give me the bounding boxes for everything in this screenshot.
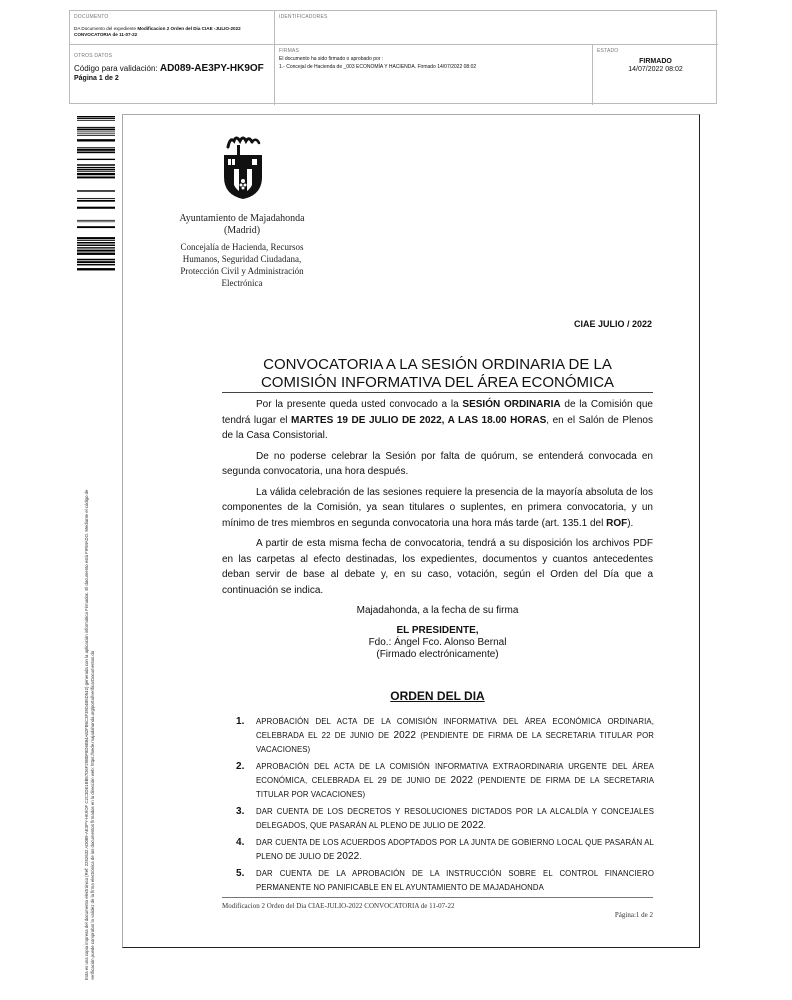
footer-divider	[222, 897, 653, 898]
paragraph-2: De no poderse celebrar la Sesión por falta de quórum, se entenderá convocada en segunda convocatoria, una hora después.	[222, 450, 653, 477]
body-text	[222, 397, 653, 661]
side-text-line-2: verificación puede comprobar la validez de la firma electrónica de los documentos firmados en la dirección web: https://sede.majadahonda.org/portal/verificarDocumentos.do	[90, 650, 95, 980]
firmas-line-1: El documento ha sido firmado o aprobado por :	[279, 56, 384, 62]
estado-date: 14/07/2022 08:02	[628, 66, 683, 73]
paragraph-1: Por la presente queda usted convocado a la SESIÓN ORDINARIA de la Comisión que tendrá lugar el MARTES 19 DE JULIO DE 2022, A LAS 18.00 HORAS, en el Salón de Plenos de la Casa Consistorial.	[222, 399, 653, 441]
documento-label: DOCUMENTO	[74, 14, 109, 20]
identificadores-label: IDENTIFICADORES	[279, 14, 328, 20]
documento-text: DA Documento del expediente Modificacion 2 Orden del Dia CIAE -JULIO-2022 CONVOCATORIA de 11-07-22	[74, 26, 241, 37]
paragraph-4: A partir de esta misma fecha de convocatoria, tendrá a su disposición los archivos PDF en las carpetas al efecto destinadas, los expedientes, documentos y cuantos antecedentes deban servir de base al debate y, en su caso, votación, según el Orden del Día que a continuación se indica.	[222, 538, 653, 596]
barcode-icon	[77, 116, 115, 274]
firmas-label: FIRMAS	[279, 48, 300, 54]
firmas-cell	[275, 45, 593, 105]
department-name: Concejalía de Hacienda, Recursos Humanos, Seguridad Ciudadana, Protección Civil y Administración Electrónica	[180, 242, 304, 288]
footer-document-name: Modificacion 2 Orden del Dia CIAE-JULIO-2022 CONVOCATORIA de 11-07-22	[222, 902, 455, 910]
list-item: 3. DAR CUENTA DE LOS DECRETOS Y RESOLUCIONES DICTADOS POR LA ALCALDÍA Y CONCEJALES DELEGADOS, QUE PASARÁN AL PLENO DE JULIO DE 2022.	[236, 806, 654, 831]
agenda-title: ORDEN DEL DIA	[390, 689, 485, 703]
list-item: 1. APROBACIÓN DEL ACTA DE LA COMISIÓN INFORMATIVA DEL ÁREA ECONÓMICA ORDINARIA, CELEBRADA EL 22 DE JUNIO DE 2022 (PENDIENTE DE FIRMA DE LA SECRETARIA TITULAR POR VACACIONES)	[236, 716, 654, 754]
organization-name: Ayuntamiento de Majadahonda (Madrid)	[179, 213, 305, 236]
list-item: 4. DAR CUENTA DE LOS ACUERDOS ADOPTADOS POR LA JUNTA DE GOBIERNO LOCAL QUE PASARÁN AL PLENO DE JULIO DE 2022.	[236, 837, 654, 862]
paragraph-3: La válida celebración de las sesiones requiere la presencia de la mayoría absoluta de los componentes de la Comisión, ya sean titulares o suplentes, en primera convocatoria, y un mínimo de tres miembros en segunda convocatoria una hora más tarde (art. 135.1 del ROF).	[222, 486, 653, 529]
identificadores-cell	[275, 11, 718, 45]
agenda-list	[236, 715, 654, 898]
document-reference: CIAE JULIO / 2022	[573, 319, 652, 329]
page-count: Página 1 de 2	[74, 75, 119, 82]
firmas-line-2: 1.- Concejal de Hacienda de _003 ECONOMÍA Y HACIENDA. Firmado 14/07/2022 08:02	[279, 64, 477, 70]
signature-date: Majadahonda, a la fecha de su firma	[356, 605, 519, 616]
otros-datos-label: OTROS DATOS	[74, 53, 113, 59]
documento-cell	[70, 11, 275, 45]
coat-of-arms-icon	[222, 133, 264, 201]
signature-block: EL PRESIDENTE, Fdo.: Ángel Fco. Alonso Bernal (Firmado electrónicamente)	[368, 624, 507, 660]
verification-side-text	[84, 490, 96, 980]
footer-page-number: Página:1 de 2	[614, 911, 653, 919]
estado-label: ESTADO	[597, 48, 619, 54]
validation-code: Código para validación: AD089-AE3PY-HK9OF	[74, 63, 264, 74]
estado-value: FIRMADO	[639, 58, 672, 65]
title-divider	[222, 392, 653, 393]
otros-datos-cell	[70, 45, 275, 105]
page-title: CONVOCATORIA A LA SESIÓN ORDINARIA DE LA COMISIÓN INFORMATIVA DEL ÁREA ECONÓMICA	[260, 356, 615, 391]
list-item: 2. APROBACIÓN DEL ACTA DE LA COMISIÓN INFORMATIVA EXTRAORDINARIA URGENTE DEL ÁREA ECONÓMICA, CELEBRADA EL 29 DE JUNIO DE 2022 (PENDIENTE DE FIRMA DE LA SECRETARIA TITULAR POR VACACIONES)	[236, 761, 654, 799]
estado-cell	[593, 45, 718, 105]
list-item: 5. DAR CUENTA DE LA APROBACIÓN DE LA INSTRUCCIÓN SOBRE EL CONTROL FINANCIERO PERMANENTE NO PANIFICABLE EN EL AYUNTAMIENTO DE MAJADAHONDA	[236, 868, 654, 892]
side-text-line-1: Esta es una copia impresa del documento electrónico (Ref: 2252632 AD089-AE3PY-HK9OF C2C3DE1BB57D6F29B0F8D6B84A82FB6C3F39D4B5D542) generada con la aplicación informática Firmadoc. El documento está FIRMADO. Mediante el código de	[84, 489, 89, 980]
document-header	[69, 10, 717, 104]
